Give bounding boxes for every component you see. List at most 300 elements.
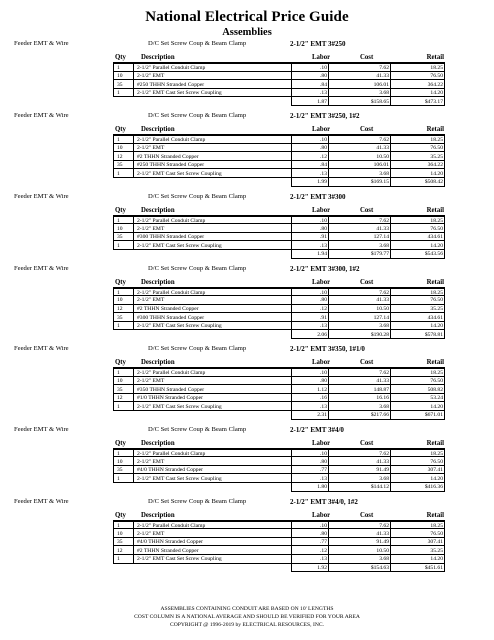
cell-retail: 364.22 bbox=[390, 80, 445, 89]
column-header-labor: Labor bbox=[312, 439, 331, 447]
assembly-table bbox=[113, 355, 445, 420]
assembly-name: 2-1/2" EMT 3#4/0, 1#2 bbox=[290, 497, 358, 506]
cell-qty: 35 bbox=[113, 233, 133, 242]
total-retail: $671.01 bbox=[390, 411, 445, 420]
table-row bbox=[113, 233, 445, 242]
table-row bbox=[113, 394, 445, 403]
cell-cost: 3.68 bbox=[328, 555, 390, 564]
total-labor: 1.92 bbox=[291, 564, 328, 573]
cell-retail: 14.20 bbox=[390, 169, 445, 178]
cell-qty: 1 bbox=[113, 241, 133, 250]
cell-qty: 1 bbox=[113, 449, 133, 458]
table-row bbox=[113, 161, 445, 170]
assembly-section bbox=[0, 38, 494, 106]
cell-retail: 18.25 bbox=[390, 216, 445, 225]
table-row bbox=[113, 169, 445, 178]
total-labor: 1.87 bbox=[291, 97, 328, 106]
assembly-section bbox=[0, 263, 494, 340]
assembly-fittings: D/C Set Screw Coup & Beam Clamp bbox=[148, 345, 247, 353]
total-cost: $154.63 bbox=[328, 564, 390, 573]
cell-retail: 307.41 bbox=[390, 466, 445, 475]
cell-description: #250 THHN Stranded Copper bbox=[133, 161, 291, 170]
total-labor: 2.31 bbox=[291, 411, 328, 420]
column-header-labor: Labor bbox=[312, 278, 331, 286]
cell-retail: 76.50 bbox=[390, 144, 445, 153]
cell-description: 2-1/2" EMT Cast Set Screw Coupling bbox=[133, 555, 291, 564]
cell-qty: 10 bbox=[113, 457, 133, 466]
cell-qty: 1 bbox=[113, 555, 133, 564]
assembly-section bbox=[0, 191, 494, 259]
total-cost: $169.15 bbox=[328, 178, 390, 187]
cell-description: #350 THHN Stranded Copper bbox=[133, 385, 291, 394]
cell-retail: 76.50 bbox=[390, 457, 445, 466]
column-header-cost: Cost bbox=[360, 54, 374, 61]
column-header-labor: Labor bbox=[312, 125, 331, 133]
cell-description: 2-1/2" EMT bbox=[133, 144, 291, 153]
cell-cost: 7.62 bbox=[328, 449, 390, 458]
total-cost: $144.12 bbox=[328, 483, 390, 492]
cell-retail: 76.50 bbox=[390, 377, 445, 386]
cell-qty: 1 bbox=[113, 521, 133, 530]
cell-labor: .13 bbox=[291, 241, 328, 250]
cell-labor: .77 bbox=[291, 538, 328, 547]
column-header-cost: Cost bbox=[360, 439, 374, 447]
table-row bbox=[113, 457, 445, 466]
cell-description: #2 THHN Stranded Copper bbox=[133, 305, 291, 314]
table-row bbox=[113, 529, 445, 538]
column-header-cost: Cost bbox=[360, 359, 374, 367]
cell-qty: 35 bbox=[113, 538, 133, 547]
table-row bbox=[113, 538, 445, 547]
cell-labor: .12 bbox=[291, 546, 328, 555]
cell-qty: 1 bbox=[113, 288, 133, 297]
assembly-fittings: D/C Set Screw Coup & Beam Clamp bbox=[148, 40, 247, 47]
assembly-section bbox=[0, 496, 494, 573]
cell-cost: 7.62 bbox=[328, 135, 390, 144]
assembly-section bbox=[0, 424, 494, 492]
totals-row bbox=[113, 97, 445, 106]
assembly-header bbox=[0, 343, 494, 355]
cell-labor: .13 bbox=[291, 322, 328, 331]
cell-qty: 10 bbox=[113, 296, 133, 305]
cell-retail: 53.24 bbox=[390, 394, 445, 403]
cell-cost: 127.14 bbox=[328, 233, 390, 242]
column-header-retail: Retail bbox=[426, 511, 444, 519]
totals-row bbox=[113, 330, 445, 339]
cell-qty: 1 bbox=[113, 402, 133, 411]
cell-qty: 12 bbox=[113, 305, 133, 314]
cell-labor: .10 bbox=[291, 449, 328, 458]
totals-row bbox=[113, 250, 445, 259]
cell-retail: 14.20 bbox=[390, 241, 445, 250]
column-headers bbox=[113, 275, 445, 288]
cell-retail: 307.41 bbox=[390, 538, 445, 547]
column-header-description: Description bbox=[141, 125, 175, 133]
table-row bbox=[113, 466, 445, 475]
total-cost: $158.65 bbox=[328, 97, 390, 106]
table-row bbox=[113, 144, 445, 153]
total-cost: $179.77 bbox=[328, 250, 390, 259]
table-row bbox=[113, 313, 445, 322]
table-row bbox=[113, 63, 445, 72]
total-cost: $190.28 bbox=[328, 330, 390, 339]
cell-description: #4/0 THHN Stranded Copper bbox=[133, 538, 291, 547]
column-header-qty: Qty bbox=[115, 359, 126, 367]
table-row bbox=[113, 368, 445, 377]
cell-retail: 76.50 bbox=[390, 529, 445, 538]
cell-qty: 1 bbox=[113, 216, 133, 225]
cell-description: #1/0 THHN Stranded Copper bbox=[133, 394, 291, 403]
assembly-category: Feeder EMT & Wire bbox=[14, 425, 69, 433]
cell-qty: 1 bbox=[113, 63, 133, 72]
assembly-fittings: D/C Set Screw Coup & Beam Clamp bbox=[148, 192, 247, 200]
column-header-description: Description bbox=[141, 439, 175, 447]
cell-labor: .10 bbox=[291, 135, 328, 144]
cell-retail: 434.61 bbox=[390, 233, 445, 242]
column-header-labor: Labor bbox=[312, 206, 331, 214]
assembly-category: Feeder EMT & Wire bbox=[14, 264, 69, 272]
footer-copyright: COPYRIGHT @ 1996-2019 by ELECTRICAL RESOURCES, INC. bbox=[169, 622, 324, 628]
cell-retail: 508.82 bbox=[390, 385, 445, 394]
cell-labor: .80 bbox=[291, 377, 328, 386]
assembly-table bbox=[113, 275, 445, 340]
assembly-sections bbox=[0, 38, 494, 576]
page-subtitle: Assemblies bbox=[222, 27, 272, 38]
assembly-fittings: D/C Set Screw Coup & Beam Clamp bbox=[148, 111, 247, 119]
cell-cost: 41.33 bbox=[328, 72, 390, 81]
cell-description: 2-1/2" Parallel Conduit Clamp bbox=[133, 288, 291, 297]
assembly-section bbox=[0, 343, 494, 420]
cell-retail: 18.25 bbox=[390, 288, 445, 297]
table-row bbox=[113, 555, 445, 564]
page-title: National Electrical Price Guide bbox=[145, 9, 349, 25]
cell-cost: 148.87 bbox=[328, 385, 390, 394]
assembly-table bbox=[113, 50, 445, 106]
cell-retail: 35.25 bbox=[390, 305, 445, 314]
cell-cost: 91.49 bbox=[328, 538, 390, 547]
footer-note-lengths: ASSEMBLIES CONTAINING CONDUIT ARE BASED ON 10' LENGTHS bbox=[160, 606, 334, 612]
assembly-header bbox=[0, 263, 494, 275]
cell-description: 2-1/2" EMT Cast Set Screw Coupling bbox=[133, 89, 291, 98]
totals-row bbox=[113, 483, 445, 492]
cell-retail: 76.50 bbox=[390, 72, 445, 81]
assembly-name: 2-1/2" EMT 3#250 bbox=[290, 40, 346, 48]
cell-description: #4/0 THHN Stranded Copper bbox=[133, 466, 291, 475]
cell-cost: 16.16 bbox=[328, 394, 390, 403]
table-row bbox=[113, 385, 445, 394]
cell-labor: .10 bbox=[291, 521, 328, 530]
total-retail: $508.42 bbox=[390, 178, 445, 187]
cell-qty: 1 bbox=[113, 89, 133, 98]
table-row bbox=[113, 322, 445, 331]
cell-qty: 1 bbox=[113, 135, 133, 144]
cell-labor: .16 bbox=[291, 394, 328, 403]
cell-retail: 434.61 bbox=[390, 313, 445, 322]
cell-labor: .80 bbox=[291, 457, 328, 466]
cell-cost: 10.50 bbox=[328, 546, 390, 555]
cell-qty: 10 bbox=[113, 72, 133, 81]
cell-cost: 41.33 bbox=[328, 457, 390, 466]
table-row bbox=[113, 152, 445, 161]
cell-cost: 3.68 bbox=[328, 89, 390, 98]
total-retail: $578.81 bbox=[390, 330, 445, 339]
table-row bbox=[113, 89, 445, 98]
cell-labor: .10 bbox=[291, 216, 328, 225]
cell-cost: 41.33 bbox=[328, 529, 390, 538]
cell-description: 2-1/2" EMT Cast Set Screw Coupling bbox=[133, 169, 291, 178]
table-row bbox=[113, 449, 445, 458]
column-header-cost: Cost bbox=[360, 206, 374, 214]
column-header-retail: Retail bbox=[426, 278, 444, 286]
cell-retail: 14.20 bbox=[390, 555, 445, 564]
total-labor: 1.80 bbox=[291, 483, 328, 492]
total-labor: 2.06 bbox=[291, 330, 328, 339]
total-cost: $217.66 bbox=[328, 411, 390, 420]
cell-cost: 41.33 bbox=[328, 224, 390, 233]
column-header-retail: Retail bbox=[426, 54, 444, 61]
cell-cost: 3.68 bbox=[328, 402, 390, 411]
column-header-qty: Qty bbox=[115, 125, 126, 133]
cell-description: #300 THHN Stranded Copper bbox=[133, 313, 291, 322]
assembly-header bbox=[0, 496, 494, 508]
cell-cost: 10.50 bbox=[328, 152, 390, 161]
totals-row bbox=[113, 411, 445, 420]
table-row bbox=[113, 402, 445, 411]
cell-cost: 127.14 bbox=[328, 313, 390, 322]
cell-retail: 35.25 bbox=[390, 546, 445, 555]
cell-cost: 7.62 bbox=[328, 368, 390, 377]
table-row bbox=[113, 546, 445, 555]
cell-qty: 1 bbox=[113, 368, 133, 377]
column-header-qty: Qty bbox=[115, 206, 126, 214]
cell-labor: .10 bbox=[291, 63, 328, 72]
column-header-description: Description bbox=[141, 359, 175, 367]
assembly-name: 2-1/2" EMT 3#4/0 bbox=[290, 425, 344, 434]
cell-retail: 18.25 bbox=[390, 63, 445, 72]
column-header-cost: Cost bbox=[360, 278, 374, 286]
cell-description: 2-1/2" Parallel Conduit Clamp bbox=[133, 63, 291, 72]
cell-qty: 12 bbox=[113, 546, 133, 555]
cell-cost: 7.62 bbox=[328, 63, 390, 72]
assembly-name: 2-1/2" EMT 3#300, 1#2 bbox=[290, 264, 360, 273]
column-headers bbox=[113, 436, 445, 449]
assembly-category: Feeder EMT & Wire bbox=[14, 40, 69, 47]
cell-cost: 41.33 bbox=[328, 377, 390, 386]
cell-labor: .10 bbox=[291, 288, 328, 297]
cell-labor: .77 bbox=[291, 466, 328, 475]
cell-labor: .80 bbox=[291, 296, 328, 305]
assembly-header bbox=[0, 38, 494, 50]
cell-description: 2-1/2" EMT bbox=[133, 529, 291, 538]
cell-qty: 12 bbox=[113, 152, 133, 161]
cell-qty: 10 bbox=[113, 377, 133, 386]
cell-description: 2-1/2" EMT bbox=[133, 296, 291, 305]
column-headers bbox=[113, 50, 445, 63]
total-labor: 1.94 bbox=[291, 250, 328, 259]
column-header-description: Description bbox=[141, 511, 175, 519]
assembly-section bbox=[0, 110, 494, 187]
assembly-table bbox=[113, 122, 445, 187]
cell-labor: .13 bbox=[291, 89, 328, 98]
cell-description: 2-1/2" Parallel Conduit Clamp bbox=[133, 216, 291, 225]
cell-labor: .12 bbox=[291, 305, 328, 314]
cell-description: 2-1/2" EMT Cast Set Screw Coupling bbox=[133, 322, 291, 331]
cell-cost: 3.68 bbox=[328, 474, 390, 483]
total-retail: $543.56 bbox=[390, 250, 445, 259]
assembly-category: Feeder EMT & Wire bbox=[14, 497, 69, 505]
cell-cost: 106.01 bbox=[328, 161, 390, 170]
column-header-qty: Qty bbox=[115, 278, 126, 286]
cell-qty: 35 bbox=[113, 466, 133, 475]
assembly-table bbox=[113, 436, 445, 492]
column-header-labor: Labor bbox=[312, 54, 331, 61]
assembly-name: 2-1/2" EMT 3#250, 1#2 bbox=[290, 111, 360, 120]
table-row bbox=[113, 135, 445, 144]
cell-retail: 14.20 bbox=[390, 322, 445, 331]
cell-retail: 18.25 bbox=[390, 135, 445, 144]
cell-retail: 18.25 bbox=[390, 449, 445, 458]
cell-cost: 7.62 bbox=[328, 288, 390, 297]
cell-qty: 35 bbox=[113, 161, 133, 170]
cell-description: 2-1/2" EMT bbox=[133, 224, 291, 233]
column-header-description: Description bbox=[141, 54, 175, 61]
cell-description: 2-1/2" Parallel Conduit Clamp bbox=[133, 368, 291, 377]
cell-labor: .13 bbox=[291, 474, 328, 483]
cell-cost: 41.33 bbox=[328, 144, 390, 153]
cell-retail: 76.50 bbox=[390, 224, 445, 233]
column-header-cost: Cost bbox=[360, 511, 374, 519]
cell-cost: 91.49 bbox=[328, 466, 390, 475]
cell-qty: 12 bbox=[113, 394, 133, 403]
cell-cost: 3.68 bbox=[328, 322, 390, 331]
cell-retail: 14.20 bbox=[390, 402, 445, 411]
cell-labor: .80 bbox=[291, 224, 328, 233]
cell-description: 2-1/2" EMT Cast Set Screw Coupling bbox=[133, 402, 291, 411]
total-retail: $451.61 bbox=[390, 564, 445, 573]
cell-labor: .84 bbox=[291, 161, 328, 170]
table-row bbox=[113, 241, 445, 250]
column-header-qty: Qty bbox=[115, 511, 126, 519]
column-header-labor: Labor bbox=[312, 359, 331, 367]
cell-description: 2-1/2" Parallel Conduit Clamp bbox=[133, 135, 291, 144]
column-headers bbox=[113, 508, 445, 521]
cell-qty: 35 bbox=[113, 385, 133, 394]
cell-retail: 14.20 bbox=[390, 89, 445, 98]
assembly-fittings: D/C Set Screw Coup & Beam Clamp bbox=[148, 264, 247, 272]
assembly-category: Feeder EMT & Wire bbox=[14, 111, 69, 119]
column-header-cost: Cost bbox=[360, 125, 374, 133]
cell-qty: 1 bbox=[113, 474, 133, 483]
assembly-category: Feeder EMT & Wire bbox=[14, 192, 69, 200]
cell-cost: 3.68 bbox=[328, 169, 390, 178]
cell-retail: 76.50 bbox=[390, 296, 445, 305]
cell-labor: .10 bbox=[291, 368, 328, 377]
cell-cost: 41.33 bbox=[328, 296, 390, 305]
cell-labor: .80 bbox=[291, 72, 328, 81]
totals-row bbox=[113, 178, 445, 187]
total-labor: 1.99 bbox=[291, 178, 328, 187]
assembly-name: 2-1/2" EMT 3#300 bbox=[290, 192, 346, 201]
cell-cost: 106.01 bbox=[328, 80, 390, 89]
assembly-header bbox=[0, 191, 494, 203]
cell-qty: 35 bbox=[113, 313, 133, 322]
footer-note-cost: COST COLUMN IS A NATIONAL AVERAGE AND SHOULD BE VERIFIED FOR YOUR AREA bbox=[134, 614, 360, 620]
assembly-fittings: D/C Set Screw Coup & Beam Clamp bbox=[148, 425, 247, 433]
cell-labor: 1.12 bbox=[291, 385, 328, 394]
cell-retail: 35.25 bbox=[390, 152, 445, 161]
cell-qty: 1 bbox=[113, 169, 133, 178]
column-header-labor: Labor bbox=[312, 511, 331, 519]
assembly-header bbox=[0, 424, 494, 436]
cell-description: #2 THHN Stranded Copper bbox=[133, 546, 291, 555]
assembly-fittings: D/C Set Screw Coup & Beam Clamp bbox=[148, 497, 247, 505]
table-row bbox=[113, 305, 445, 314]
cell-qty: 10 bbox=[113, 144, 133, 153]
table-row bbox=[113, 80, 445, 89]
cell-cost: 7.62 bbox=[328, 216, 390, 225]
assembly-name: 2-1/2" EMT 3#350, 1#1/0 bbox=[290, 345, 365, 354]
cell-labor: .91 bbox=[291, 233, 328, 242]
cell-labor: .13 bbox=[291, 402, 328, 411]
assembly-header bbox=[0, 110, 494, 122]
table-row bbox=[113, 216, 445, 225]
cell-retail: 364.22 bbox=[390, 161, 445, 170]
column-header-retail: Retail bbox=[426, 206, 444, 214]
cell-labor: .80 bbox=[291, 529, 328, 538]
column-headers bbox=[113, 355, 445, 368]
assembly-category: Feeder EMT & Wire bbox=[14, 345, 69, 353]
assembly-table bbox=[113, 203, 445, 259]
total-retail: $416.36 bbox=[390, 483, 445, 492]
cell-labor: .13 bbox=[291, 169, 328, 178]
totals-row bbox=[113, 564, 445, 573]
column-header-qty: Qty bbox=[115, 54, 126, 61]
cell-labor: .12 bbox=[291, 152, 328, 161]
cell-qty: 10 bbox=[113, 224, 133, 233]
cell-description: 2-1/2" EMT Cast Set Screw Coupling bbox=[133, 474, 291, 483]
table-row bbox=[113, 224, 445, 233]
cell-description: 2-1/2" Parallel Conduit Clamp bbox=[133, 449, 291, 458]
cell-qty: 1 bbox=[113, 322, 133, 331]
column-headers bbox=[113, 122, 445, 135]
cell-qty: 35 bbox=[113, 80, 133, 89]
column-header-retail: Retail bbox=[426, 125, 444, 133]
column-header-qty: Qty bbox=[115, 439, 126, 447]
cell-retail: 18.25 bbox=[390, 521, 445, 530]
cell-retail: 18.25 bbox=[390, 368, 445, 377]
table-row bbox=[113, 521, 445, 530]
column-header-retail: Retail bbox=[426, 439, 444, 447]
table-row bbox=[113, 296, 445, 305]
cell-description: #300 THHN Stranded Copper bbox=[133, 233, 291, 242]
cell-cost: 3.68 bbox=[328, 241, 390, 250]
column-headers bbox=[113, 203, 445, 216]
table-row bbox=[113, 377, 445, 386]
cell-description: #250 THHN Stranded Copper bbox=[133, 80, 291, 89]
table-row bbox=[113, 474, 445, 483]
assembly-table bbox=[113, 508, 445, 573]
column-header-description: Description bbox=[141, 278, 175, 286]
cell-cost: 10.50 bbox=[328, 305, 390, 314]
cell-description: 2-1/2" EMT bbox=[133, 457, 291, 466]
cell-labor: .84 bbox=[291, 80, 328, 89]
cell-retail: 14.20 bbox=[390, 474, 445, 483]
cell-description: #2 THHN Stranded Copper bbox=[133, 152, 291, 161]
cell-description: 2-1/2" EMT Cast Set Screw Coupling bbox=[133, 241, 291, 250]
cell-cost: 7.62 bbox=[328, 521, 390, 530]
cell-description: 2-1/2" Parallel Conduit Clamp bbox=[133, 521, 291, 530]
table-row bbox=[113, 72, 445, 81]
